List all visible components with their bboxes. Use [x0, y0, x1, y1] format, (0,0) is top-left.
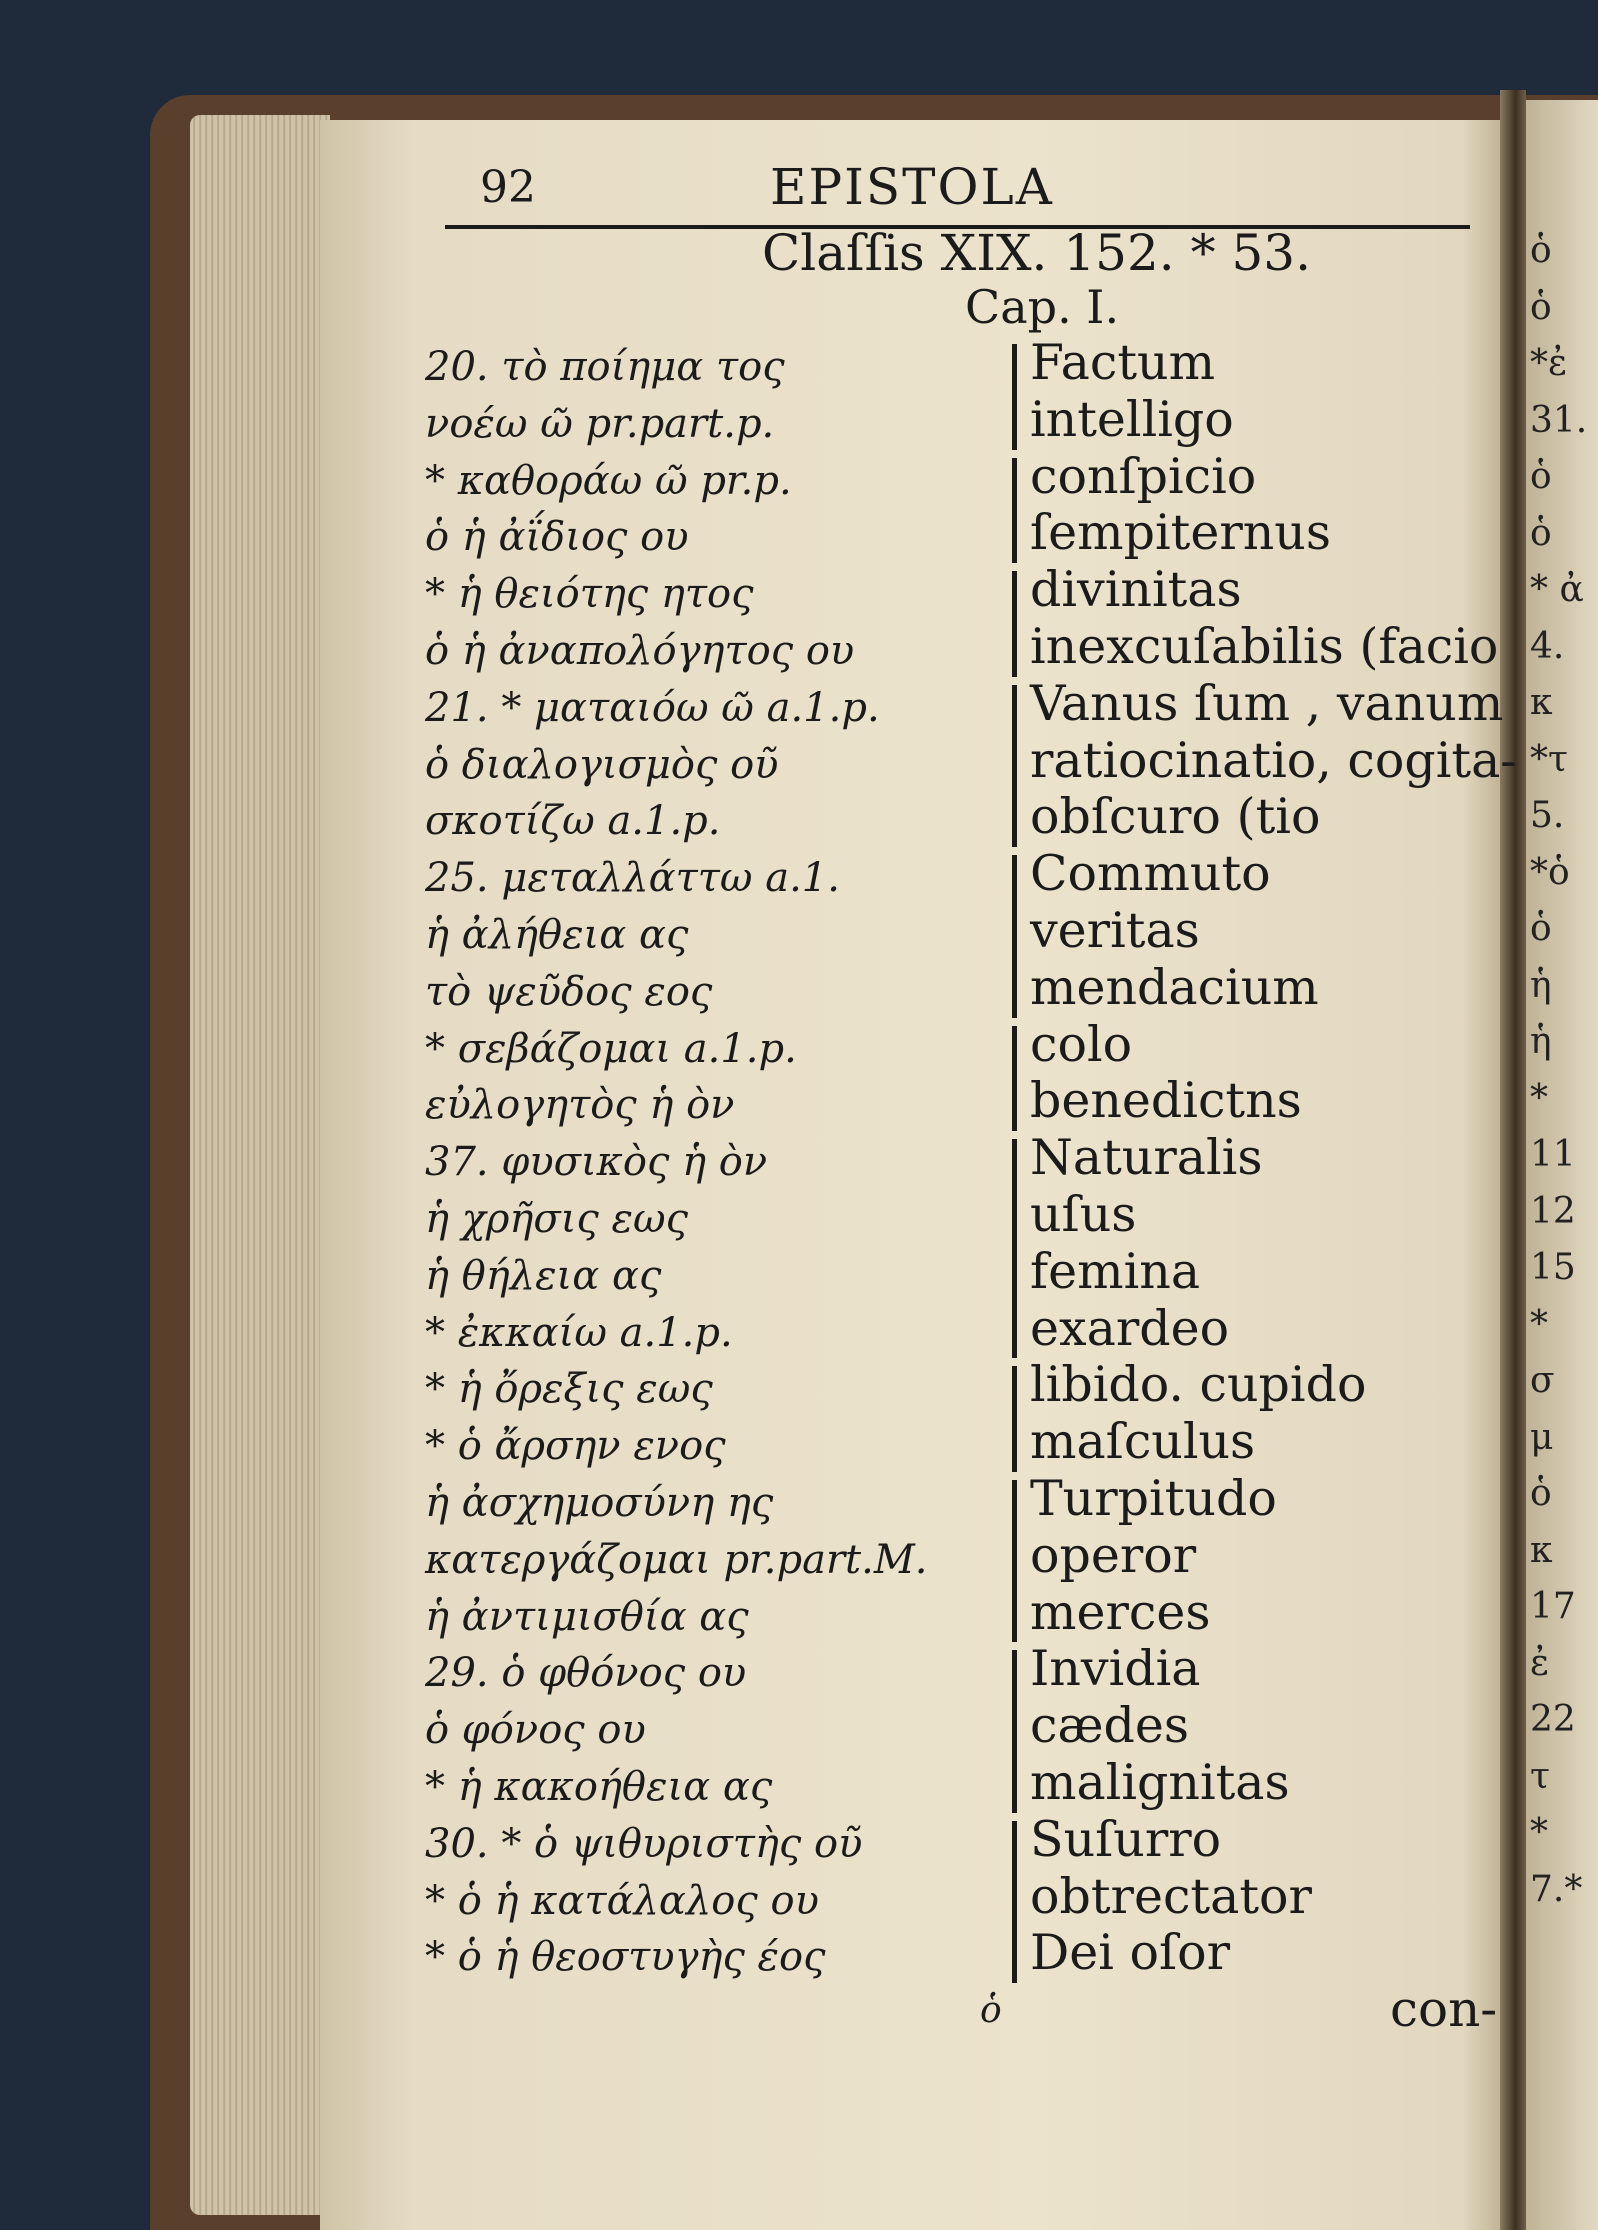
greek-term: 21. * ματαιόω ῶ a.1.p. — [425, 684, 880, 731]
facing-page-fragment: τ — [1530, 1755, 1550, 1797]
latin-gloss: Invidia — [1030, 1640, 1201, 1698]
latin-gloss: maſculus — [1030, 1413, 1256, 1471]
latin-gloss: libido. cupido — [1030, 1356, 1367, 1414]
greek-term: εὐλογητὸς ἡ ὸν — [425, 1082, 735, 1129]
bracket-line — [1012, 344, 1017, 450]
greek-term: ὁ ἡ ἀναπολόγητος ου — [425, 628, 855, 674]
latin-gloss: merces — [1030, 1583, 1211, 1641]
right-page-fragment — [1526, 100, 1598, 2230]
facing-page-fragment: * — [1530, 1303, 1548, 1345]
facing-page-fragment: * — [1530, 1077, 1548, 1119]
greek-term: * σεβάζομαι a.1.p. — [425, 1025, 797, 1072]
greek-term: 30. * ὁ ψιθυριστὴς οῦ — [425, 1820, 863, 1867]
bracket-line — [1012, 1821, 1017, 1983]
page-number: 92 — [480, 162, 536, 213]
greek-term: κατεργάζομαι pr.part.M. — [425, 1536, 928, 1583]
latin-gloss: femina — [1030, 1242, 1201, 1300]
bracket-line — [1012, 1480, 1017, 1642]
greek-term: ἡ θήλεια ας — [425, 1252, 662, 1299]
page-edges — [190, 115, 330, 2215]
latin-gloss: malignitas — [1030, 1754, 1290, 1811]
greek-term: ὁ φόνος ου — [425, 1707, 646, 1754]
running-title: EPISTOLA — [770, 158, 1054, 216]
greek-term: ἡ χρῆσις εως — [425, 1196, 688, 1242]
greek-term: 25. μεταλλάττω a.1. — [425, 855, 840, 902]
greek-term: ὁ ἡ ἀΐδιος ου — [425, 514, 689, 561]
facing-page-fragment: 17 — [1530, 1586, 1576, 1627]
greek-term: * ὁ ἄρσην ενος — [425, 1423, 726, 1470]
facing-page-fragment: σ — [1530, 1360, 1555, 1401]
latin-gloss: operor — [1030, 1526, 1197, 1584]
latin-gloss: divinitas — [1030, 561, 1242, 619]
greek-term: ἡ ἀλήθεια ας — [425, 912, 689, 958]
latin-gloss: mendacium — [1030, 958, 1319, 1016]
bracket-line — [1012, 458, 1017, 564]
facing-page-fragment: μ — [1530, 1416, 1554, 1458]
greek-term: * ἡ ὄρεξις εως — [425, 1366, 713, 1413]
greek-term: * ἡ κακοήθεια ας — [425, 1764, 773, 1810]
greek-term: 37. φυσικὸς ἡ ὸν — [425, 1139, 768, 1186]
greek-term: ἡ ἀσχημοσύνη ης — [425, 1480, 774, 1526]
greek-term: ὁ διαλογισμὸς οῦ — [425, 741, 779, 788]
book-gutter — [1500, 90, 1526, 2230]
class-heading: Claſſis XIX. 152. * 53. — [762, 224, 1311, 282]
facing-page-fragment: * — [1530, 1812, 1548, 1853]
bracket-line — [1012, 685, 1017, 847]
facing-page-fragment: ἡ — [1530, 1021, 1552, 1062]
latin-gloss: ſempiternus — [1030, 504, 1332, 562]
latin-gloss: Suſurro — [1030, 1810, 1222, 1868]
facing-page-fragment: ὁ — [1530, 286, 1552, 328]
bracket-line — [1012, 855, 1017, 1017]
facing-page-fragment: 5. — [1530, 795, 1565, 836]
facing-page-fragment: ὁ — [1530, 230, 1552, 271]
facing-page-fragment: ὁ — [1530, 908, 1552, 949]
facing-page-fragment: 7.* — [1530, 1868, 1583, 1910]
facing-page-fragment: ὁ — [1530, 1473, 1552, 1514]
greek-term: ἡ ἀντιμισθία ας — [425, 1593, 749, 1640]
facing-page-fragment: 31. — [1530, 399, 1588, 441]
latin-gloss: Dei oſor — [1030, 1924, 1231, 1982]
facing-page-fragment: κ — [1530, 682, 1553, 723]
latin-gloss: Turpitudo — [1030, 1470, 1277, 1527]
latin-gloss: colo — [1030, 1015, 1133, 1073]
greek-term: σκοτίζω a.1.p. — [425, 798, 721, 845]
facing-page-fragment: *τ — [1530, 738, 1568, 780]
facing-page-fragment: ὁ — [1530, 512, 1552, 554]
bracket-line — [1012, 1366, 1017, 1472]
facing-page-fragment: ἐ — [1530, 1642, 1550, 1684]
footer-marker: ὁ — [980, 1990, 1002, 2031]
facing-page-fragment: ἡ — [1530, 964, 1552, 1006]
facing-page-fragment: 4. — [1530, 625, 1565, 667]
latin-gloss: Vanus ſum , vanum — [1030, 674, 1504, 732]
catchword: con- — [1390, 1980, 1498, 2038]
facing-page-fragment: 11 — [1530, 1134, 1576, 1175]
latin-gloss: intelligo — [1030, 390, 1234, 448]
latin-gloss: Factum — [1030, 334, 1216, 391]
facing-page-fragment: 22 — [1530, 1699, 1576, 1740]
latin-gloss: benedictns — [1030, 1072, 1302, 1130]
latin-gloss: exardeo — [1030, 1299, 1230, 1357]
latin-gloss: ratiocinatio, cogita- — [1030, 731, 1517, 789]
latin-gloss: obſcuro (tio — [1030, 788, 1321, 846]
facing-page-fragment: ὁ — [1530, 456, 1552, 497]
latin-gloss: Commuto — [1030, 845, 1271, 903]
bracket-line — [1012, 571, 1017, 677]
greek-term: τὸ ψεῦδος εος — [425, 968, 713, 1015]
chapter-heading: Cap. I. — [965, 280, 1120, 334]
latin-gloss: cædes — [1030, 1697, 1190, 1755]
bracket-line — [1012, 1650, 1017, 1812]
greek-term: * ὁ ἡ θεοστυγὴς έος — [425, 1934, 826, 1981]
greek-term: νοέω ῶ pr.part.p. — [425, 400, 775, 447]
latin-gloss: veritas — [1030, 902, 1200, 959]
greek-term: * ἡ θειότης ητος — [425, 571, 754, 618]
facing-page-fragment: κ — [1530, 1529, 1553, 1571]
greek-term: * καθοράω ῶ pr.p. — [425, 457, 792, 504]
facing-page-fragment: 15 — [1530, 1247, 1576, 1288]
bracket-line — [1012, 1026, 1017, 1132]
latin-gloss: Naturalis — [1030, 1129, 1263, 1187]
latin-gloss: conſpicio — [1030, 447, 1257, 505]
facing-page-fragment: *ἐ — [1530, 343, 1568, 384]
latin-gloss: uſus — [1030, 1186, 1137, 1243]
greek-term: 29. ὁ φθόνος ου — [425, 1650, 747, 1697]
greek-term: * ὁ ἡ κατάλαλος ου — [425, 1877, 819, 1924]
facing-page-fragment: * ἀ — [1530, 569, 1584, 610]
facing-page-fragment: 12 — [1530, 1190, 1576, 1232]
facing-page-fragment: *ὁ — [1530, 851, 1570, 893]
greek-term: 20. τὸ ποίημα τος — [425, 344, 785, 390]
latin-gloss: inexcuſabilis (facio — [1030, 618, 1499, 675]
latin-gloss: obtrectator — [1030, 1867, 1312, 1925]
greek-term: * ἐκκαίω a.1.p. — [425, 1309, 733, 1356]
bracket-line — [1012, 1139, 1017, 1358]
